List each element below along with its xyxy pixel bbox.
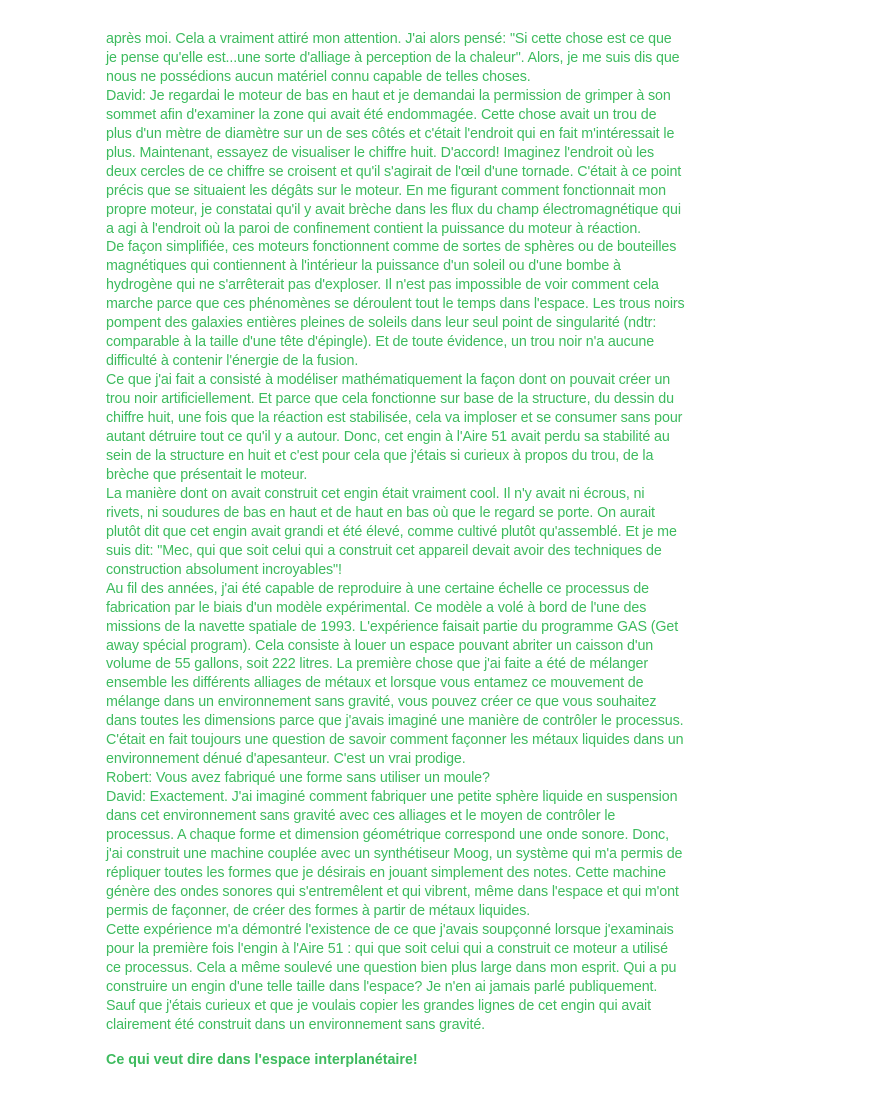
text-line: environnement dénué d'apesanteur. C'est un vrai prodige. bbox=[106, 751, 466, 768]
text-line: propre moteur, je constatai qu'il y avait brèche dans les flux du champ électromagnétique qui bbox=[106, 201, 681, 218]
text-line: deux cercles de ce chiffre se croisent et qu'il s'agirait de l'œil d'une tornade. C'était à ce point bbox=[106, 163, 682, 180]
text-line: Robert: Vous avez fabriqué une forme sans utiliser un moule? bbox=[106, 770, 490, 787]
text-line: génère des ondes sonores qui s'entremêlent et qui vibrent, même dans l'espace et qui m'ont bbox=[106, 883, 679, 900]
text-line: processus. A chaque forme et dimension géométrique correspond une onde sonore. Donc, bbox=[106, 827, 669, 844]
text-line: sommet afin d'examiner la zone qui avait été endommagée. Cette chose avait un trou de bbox=[106, 106, 657, 123]
text-line: pompent des galaxies entières pleines de soleils dans leur seul point de singularité (ndtr: bbox=[106, 315, 657, 332]
text-line: chiffre huit, une fois que la réaction est stabilisée, cela va imploser et se consumer sans pour bbox=[106, 410, 683, 427]
text-line: permis de façonner, de créer des formes à partir de métaux liquides. bbox=[106, 902, 531, 919]
text-line: plus. Maintenant, essayez de visualiser le chiffre huit. D'accord! Imaginez l'endroit où les bbox=[106, 144, 655, 161]
text-line: difficulté à contenir l'énergie de la fusion. bbox=[106, 353, 359, 370]
text-line: construire un engin d'une telle taille dans l'espace? Je n'en ai jamais parlé publiquement. bbox=[106, 978, 658, 995]
text-line: j'ai construit une machine couplée avec un synthétiseur Moog, un système qui m'a permis de bbox=[106, 845, 683, 862]
text-line: ce processus. Cela a même soulevé une question bien plus large dans mon esprit. Qui a pu bbox=[106, 959, 677, 976]
closing-heading: Ce qui veut dire dans l'espace interplanétaire! bbox=[106, 1052, 418, 1068]
text-line: plus d'un mètre de diamètre sur un de ses côtés et c'était l'endroit qui en fait m'intéressait le bbox=[106, 125, 675, 142]
text-line: après moi. Cela a vraiment attiré mon attention. J'ai alors pensé: "Si cette chose est ce que bbox=[106, 31, 672, 47]
text-line: trou noir artificiellement. Et parce que cela fonctionne sur base de la structure, du dessin du bbox=[106, 391, 674, 408]
text-line: brèche que présentait le moteur. bbox=[106, 466, 308, 483]
text-line: plutôt dit que cet engin avait grandi et été élevé, comme cultivé plutôt qu'assemblé. Et je me bbox=[106, 523, 677, 540]
text-line: clairement été construit dans un environnement sans gravité. bbox=[106, 1016, 486, 1033]
text-line: autant détruire tout ce qu'il y a autour. Donc, cet engin à l'Aire 51 avait perdu sa stabilité au bbox=[106, 429, 670, 446]
text-line: Ce que j'ai fait a consisté à modéliser mathématiquement la façon dont on pouvait créer un bbox=[106, 372, 671, 389]
text-line: C'était en fait toujours une question de savoir comment façonner les métaux liquides dans un bbox=[106, 732, 684, 749]
text-line: a agi à l'endroit où la paroi de confinement contient la puissance du moteur à réaction. bbox=[106, 220, 641, 237]
text-line: away spécial program). Cela consiste à louer un espace pouvant abriter un caisson d'un bbox=[106, 637, 654, 654]
text-line: magnétiques qui contiennent à l'intérieur la puissance d'un soleil ou d'une bombe à bbox=[106, 258, 621, 275]
text-line: construction absolument incroyables"! bbox=[106, 561, 342, 578]
text-line: volume de 55 gallons, soit 222 litres. La première chose que j'ai faite a été de mélanger bbox=[106, 656, 649, 673]
text-line: mélange dans un environnement sans gravité, vous pouvez créer ce que vous souhaitez bbox=[106, 694, 657, 711]
text-line: Sauf que j'étais curieux et que je voulais copier les grandes lignes de cet engin qui avait bbox=[106, 997, 651, 1014]
text-line: David: Je regardai le moteur de bas en haut et je demandai la permission de grimper à son bbox=[106, 87, 671, 104]
text-line: missions de la navette spatiale de 1993. L'expérience faisait partie du programme GAS (Get bbox=[106, 618, 679, 635]
text-line: dans toutes les dimensions parce que j'avais imaginé une manière de contrôler le processus. bbox=[106, 713, 684, 730]
text-line: pour la première fois l'engin à l'Aire 51 : qui que soit celui qui a construit ce moteur a utilisé bbox=[106, 940, 668, 957]
text-line: ensemble les différents alliages de métaux et lorsque vous entamez ce mouvement de bbox=[106, 675, 644, 692]
document-body bbox=[106, 30, 796, 1035]
text-line: sein de la structure en huit et c'est pour cela que j'étais si curieux à propos du trou, de la bbox=[106, 447, 654, 464]
text-line: fabrication par le biais d'un modèle expérimental. Ce modèle a volé à bord de l'une des bbox=[106, 599, 647, 616]
text-line: hydrogène qui ne s'arrêterait pas d'exploser. Il n'est pas impossible de voir comment cela bbox=[106, 277, 659, 294]
text-line: précis que se situaient les dégâts sur le moteur. En me figurant comment fonctionnait mon bbox=[106, 182, 666, 199]
text-line: suis dit: "Mec, qui que soit celui qui a construit cet appareil devait avoir des techniques de bbox=[106, 542, 662, 559]
text-line: De façon simplifiée, ces moteurs fonctionnent comme de sortes de sphères ou de bouteilles bbox=[106, 239, 677, 256]
text-line: je pense qu'elle est...une sorte d'alliage à perception de la chaleur". Alors, je me suis dis que bbox=[106, 49, 680, 66]
text-line: David: Exactement. J'ai imaginé comment fabriquer une petite sphère liquide en suspension bbox=[106, 789, 678, 806]
text-line: Au fil des années, j'ai été capable de reproduire à une certaine échelle ce processus de bbox=[106, 580, 649, 597]
text-line: rivets, ni soudures de bas en haut et de haut en bas où que le regard se porte. On aurait bbox=[106, 504, 655, 521]
text-line: nous ne possédions aucun matériel connu capable de telles choses. bbox=[106, 68, 531, 85]
text-line: comparable à la taille d'une tête d'épingle). Et de toute évidence, un trou noir n'a aucune bbox=[106, 334, 655, 351]
text-line: dans cet environnement sans gravité avec ces alliages et le moyen de contrôler le bbox=[106, 808, 616, 825]
text-line: Cette expérience m'a démontré l'existence de ce que j'avais soupçonné lorsque j'examinais bbox=[106, 921, 674, 938]
text-line: La manière dont on avait construit cet engin était vraiment cool. Il n'y avait ni écrous, ni bbox=[106, 485, 645, 502]
text-line: marche parce que ces phénomènes se déroulent tout le temps dans l'espace. Les trous noirs bbox=[106, 296, 685, 313]
text-line: répliquer toutes les formes que je désirais en jouant simplement des notes. Cette machine bbox=[106, 864, 666, 881]
